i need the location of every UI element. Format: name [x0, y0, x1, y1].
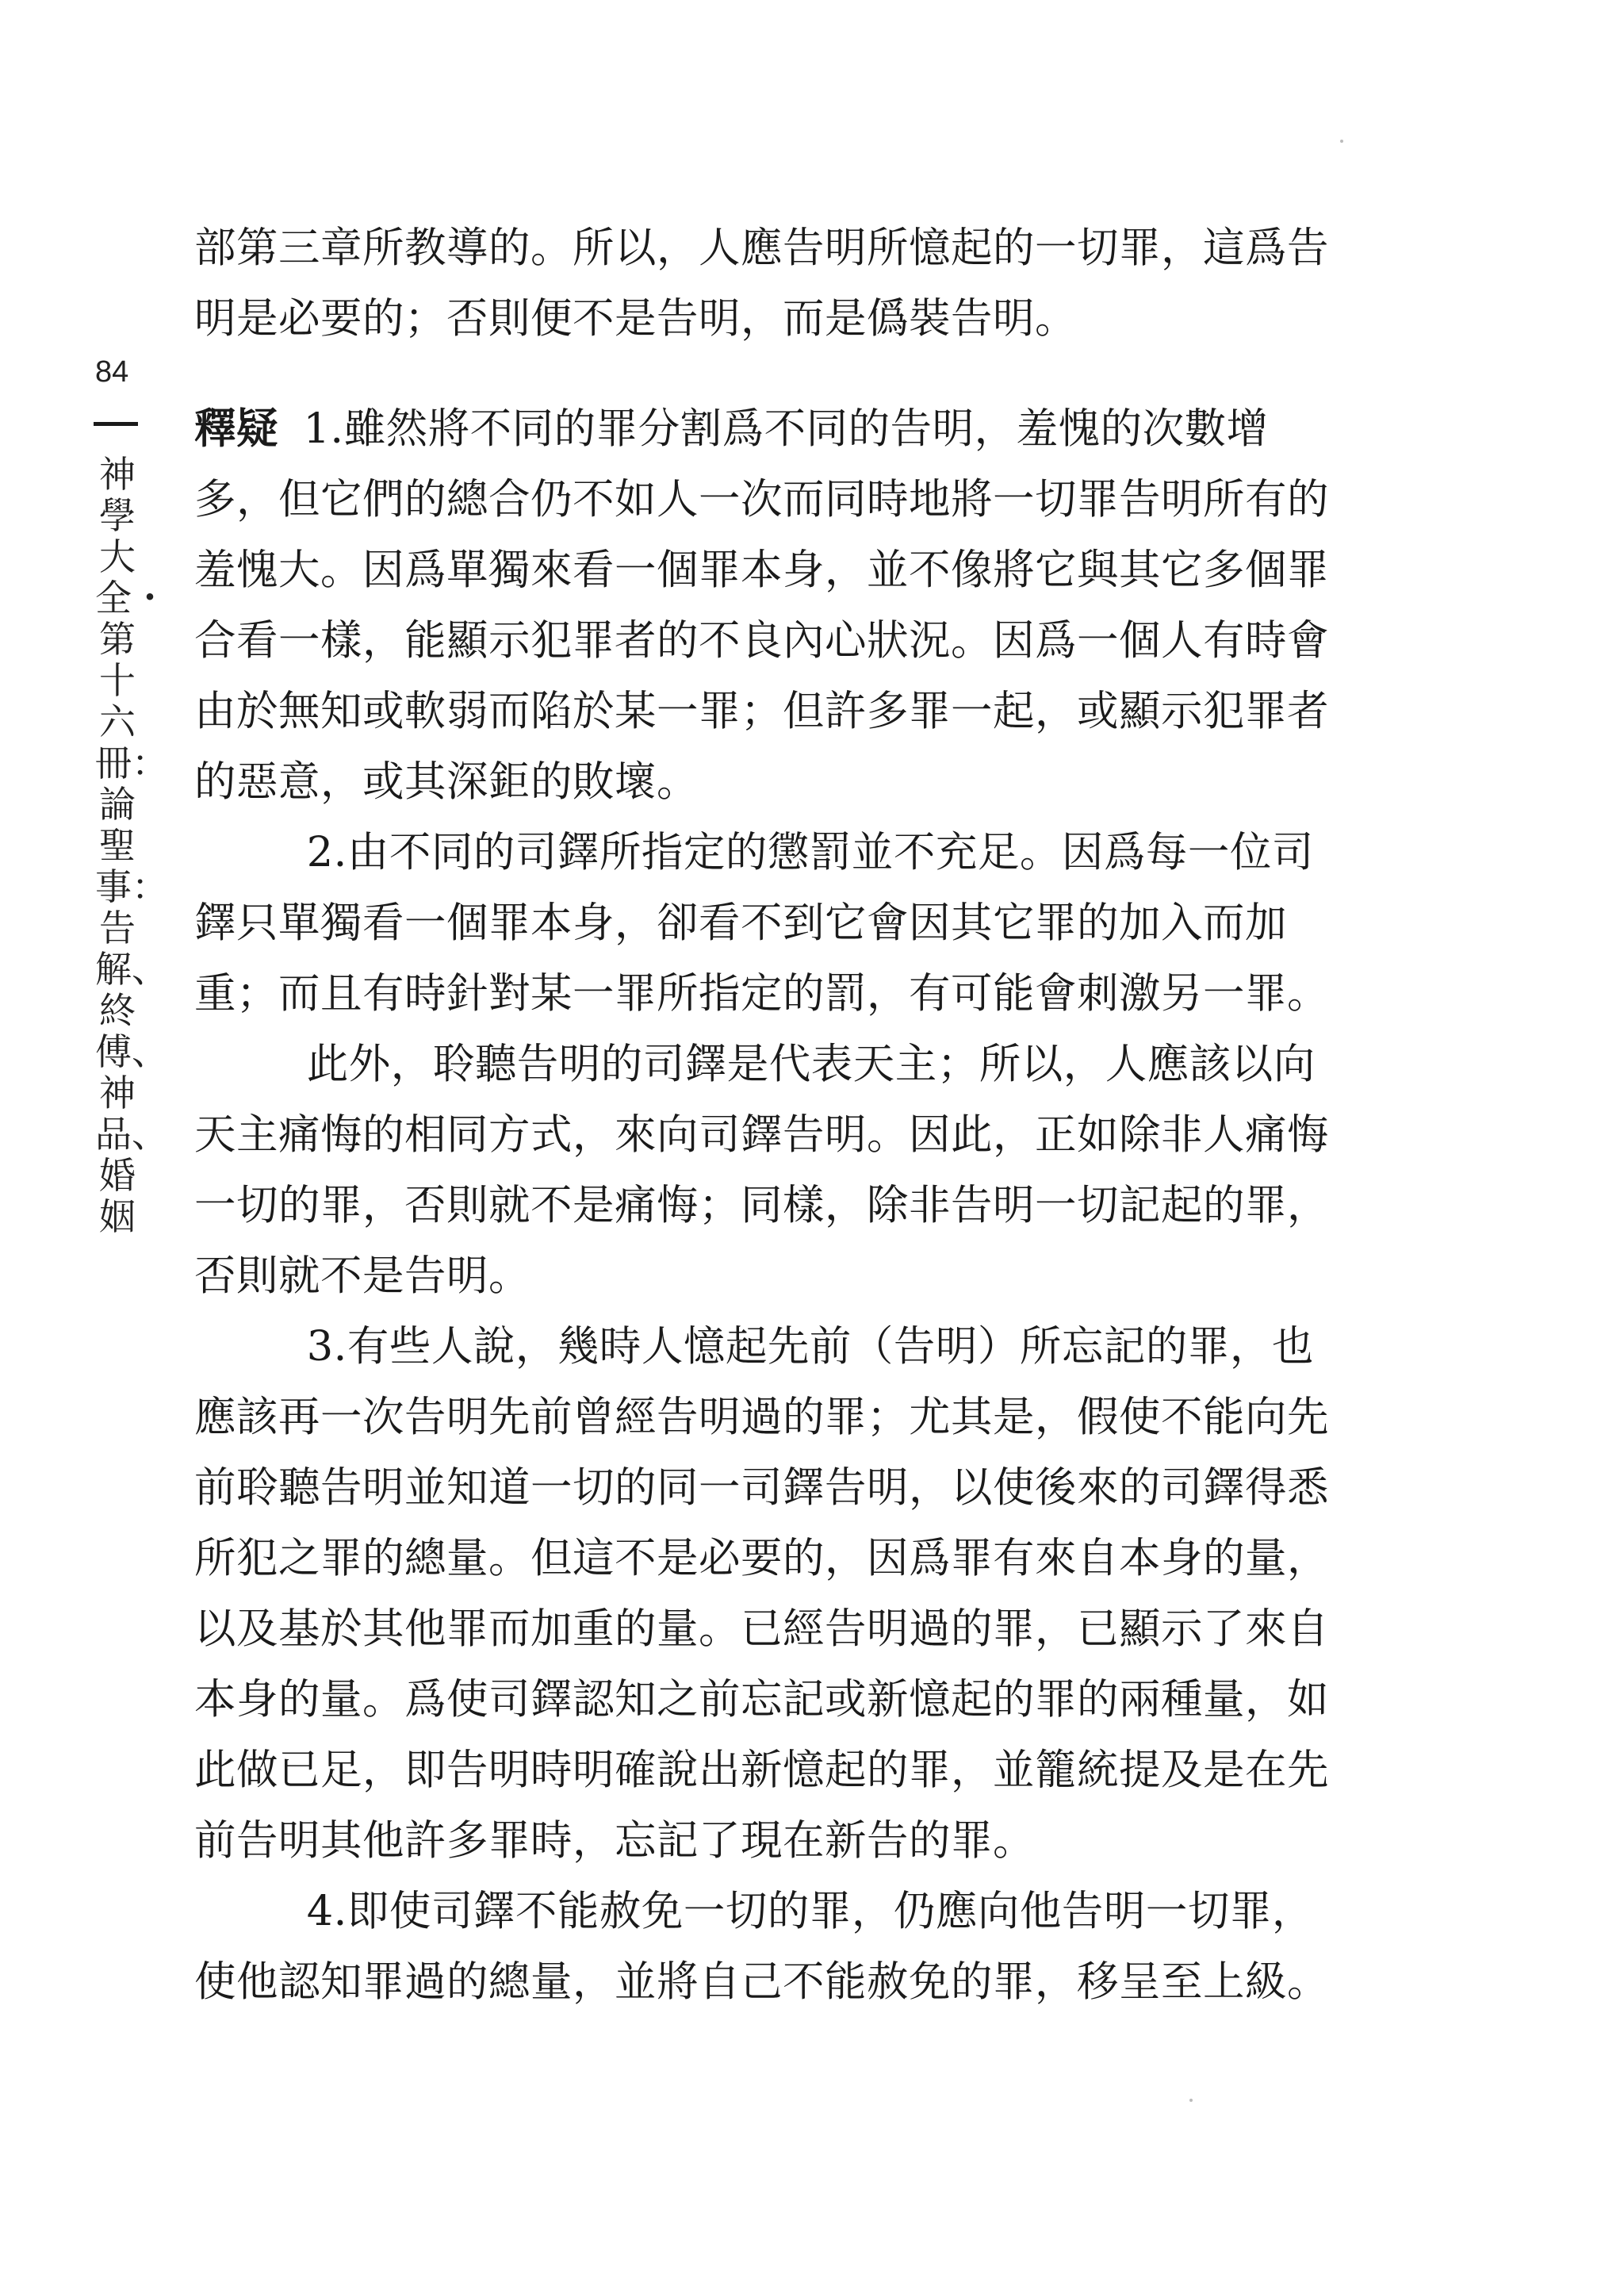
objection-term: 釋疑 [194, 405, 279, 453]
paragraph-gap [194, 354, 1330, 393]
objection-text-1: 1.雖然將不同的罪分割爲不同的告明，羞愧的次數增多，但它們的總合仍不如人一次而同時地將一切罪告明所有的羞愧大。因爲單獨來看一個罪本身，並不像將它與其它多個罪合看一樣，能顯示犯罪者的不良內心狀況。因爲一個人有時會由於無知或軟弱而陷於某一罪；但許多罪一起，或顯示犯罪者的惡意，或其深鉅的敗壞。 [194, 405, 1330, 806]
objection-paragraph-1 [194, 393, 1330, 817]
running-head: 神學大全・第十六冊：論聖事：告解、終傅、神品、婚姻 [95, 453, 168, 1238]
objection-paragraph-3: 3.有些人說，幾時人憶起先前（告明）所忘記的罪，也應該再一次告明先前曾經告明過的罪；尤其是，假使不能向先前聆聽告明並知道一切的同一司鐸告明，以使後來的司鐸得悉所犯之罪的總量。但這不是必要的，因爲罪有來自本身的量，以及基於其他罪而加重的量。已經告明過的罪，已顯示了來自本身的量。爲使司鐸認知之前忘記或新憶起的罪的兩種量，如此做已足，即告明時明確說出新憶起的罪，並籠統提及是在先前告明其他許多罪時，忘記了現在新告的罪。 [194, 1322, 1330, 1865]
objection-paragraph-2b: 此外，聆聽告明的司鐸是代表天主；所以，人應該以向天主痛悔的相同方式，來向司鐸告明。因此，正如除非人痛悔一切的罪，否則就不是痛悔；同樣，除非告明一切記起的罪，否則就不是告明。 [194, 1040, 1330, 1300]
main-text [194, 213, 1330, 2017]
margin-rule [94, 422, 138, 426]
page-number: 84 [95, 355, 129, 389]
scan-speck [1189, 2099, 1193, 2102]
objection-paragraph-4: 4.即使司鐸不能赦免一切的罪，仍應向他告明一切罪，使他認知罪過的總量，並將自己不能赦免的罪，移呈至上級。 [194, 1887, 1330, 2006]
scan-speck [1340, 140, 1343, 143]
objection-paragraph-2: 2.由不同的司鐸所指定的懲罰並不充足。因爲每一位司鐸只單獨看一個罪本身，卻看不到它會因其它罪的加入而加重；而且有時針對某一罪所指定的罰，有可能會刺激另一罪。 [194, 828, 1330, 1018]
continuation-paragraph: 部第三章所教導的。所以，人應告明所憶起的一切罪，這爲告明是必要的；否則便不是告明，而是僞裝告明。 [194, 224, 1330, 343]
